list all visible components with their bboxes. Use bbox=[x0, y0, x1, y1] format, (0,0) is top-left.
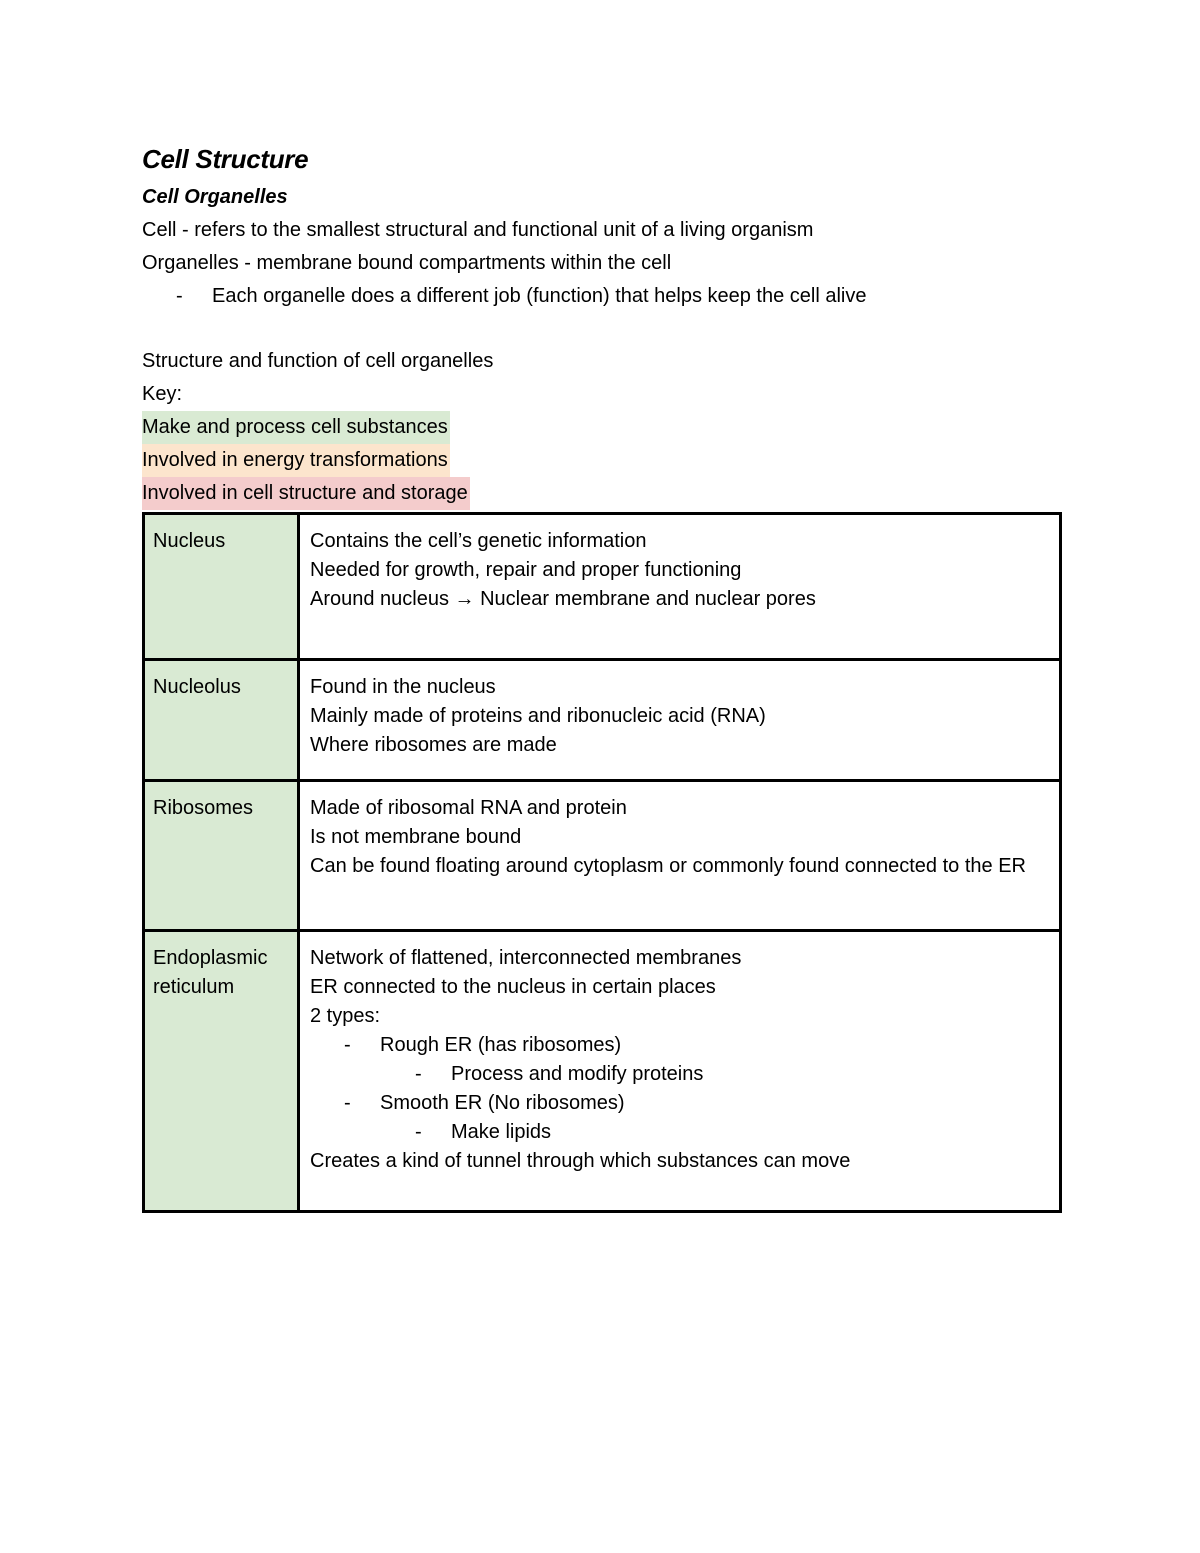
description-line: Around nucleus → Nuclear membrane and nuclear pores bbox=[310, 588, 816, 610]
section-heading: Structure and function of cell organelles bbox=[142, 350, 494, 372]
key-row-substances bbox=[142, 411, 1062, 444]
list-dash: - bbox=[344, 1034, 351, 1056]
organelle-name: Nucleus bbox=[144, 514, 299, 660]
organelle-description bbox=[299, 660, 1061, 781]
er-detail-text: Make lipids bbox=[451, 1121, 552, 1143]
list-dash: - bbox=[415, 1063, 422, 1085]
organelle-table bbox=[142, 512, 1062, 1213]
key-row-energy bbox=[142, 444, 1062, 477]
description-line: Mainly made of proteins and ribonucleic acid (RNA) bbox=[310, 705, 766, 727]
er-type-detail bbox=[310, 1060, 1051, 1089]
organelle-description bbox=[299, 514, 1061, 660]
description-line: Needed for growth, repair and proper functioning bbox=[310, 559, 742, 581]
er-type-rough bbox=[310, 1031, 1051, 1060]
key-structure: Involved in cell structure and storage bbox=[142, 477, 470, 510]
description-line: ER connected to the nucleus in certain places bbox=[310, 976, 716, 998]
table-row bbox=[144, 514, 1061, 660]
organelle-name: Nucleolus bbox=[144, 660, 299, 781]
er-type-label: Smooth ER (No ribosomes) bbox=[380, 1092, 625, 1114]
description-line: Creates a kind of tunnel through which substances can move bbox=[310, 1150, 851, 1172]
bullet-dash: - bbox=[176, 285, 183, 307]
page-title: Cell Structure bbox=[142, 144, 309, 174]
table-row bbox=[144, 931, 1061, 1212]
er-type-smooth bbox=[310, 1089, 1051, 1118]
er-type-detail bbox=[310, 1118, 1051, 1147]
organelle-name: Ribosomes bbox=[144, 781, 299, 931]
key-row-structure bbox=[142, 477, 1062, 510]
description-line: 2 types: bbox=[310, 1005, 381, 1027]
organelle-description bbox=[299, 931, 1061, 1212]
table-row bbox=[144, 781, 1061, 931]
description-line: Can be found floating around cytoplasm or commonly found connected to the ER bbox=[310, 855, 1026, 877]
section-subtitle: Cell Organelles bbox=[142, 186, 288, 208]
key-label: Key: bbox=[142, 383, 183, 405]
description-line: Network of flattened, interconnected membranes bbox=[310, 947, 742, 969]
description-line: Where ribosomes are made bbox=[310, 734, 557, 756]
description-line: Is not membrane bound bbox=[310, 826, 522, 848]
er-detail-text: Process and modify proteins bbox=[451, 1063, 704, 1085]
er-type-label: Rough ER (has ribosomes) bbox=[380, 1034, 622, 1056]
list-dash: - bbox=[344, 1092, 351, 1114]
description-line: Contains the cell’s genetic information bbox=[310, 530, 647, 552]
bullet-item bbox=[142, 280, 1062, 313]
list-dash: - bbox=[415, 1121, 422, 1143]
document-content bbox=[142, 140, 1062, 1213]
spacer bbox=[142, 313, 1062, 345]
definition-organelles: Organelles - membrane bound compartments within the cell bbox=[142, 252, 672, 274]
description-line: Made of ribosomal RNA and protein bbox=[310, 797, 627, 819]
key-energy: Involved in energy transformations bbox=[142, 444, 450, 477]
organelle-description bbox=[299, 781, 1061, 931]
organelle-name: Endoplasmic reticulum bbox=[144, 931, 299, 1212]
definition-cell: Cell - refers to the smallest structural and functional unit of a living organism bbox=[142, 219, 814, 241]
description-line: Found in the nucleus bbox=[310, 676, 496, 698]
bullet-text: Each organelle does a different job (function) that helps keep the cell alive bbox=[212, 285, 867, 307]
key-substances: Make and process cell substances bbox=[142, 411, 450, 444]
table-row bbox=[144, 660, 1061, 781]
